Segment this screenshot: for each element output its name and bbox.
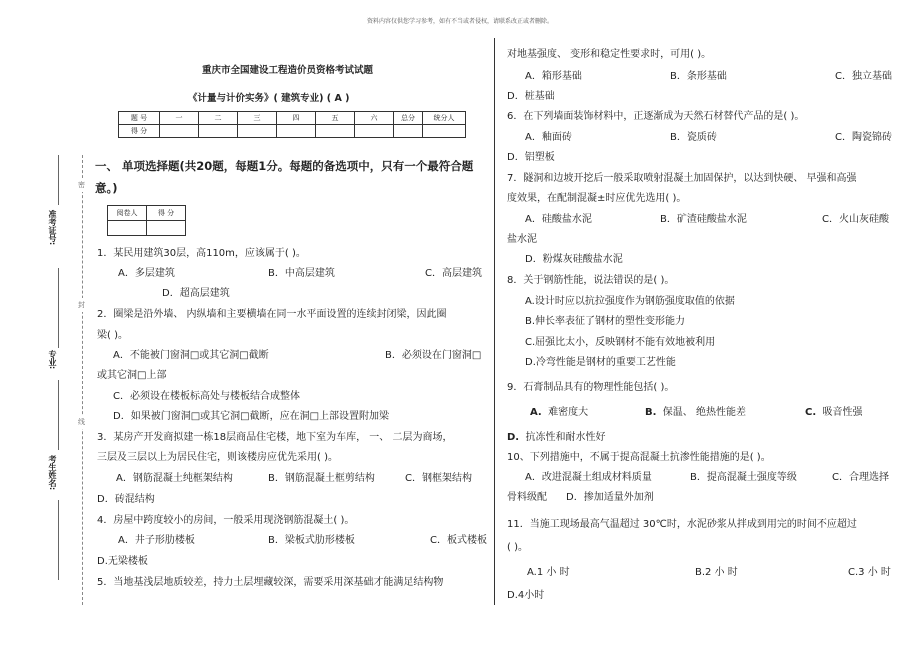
q8-option-b: B.伸长率表征了钢材的塑性变形能力	[525, 316, 686, 327]
q3-option-b: B．钢筋混凝土框剪结构	[268, 473, 375, 484]
q7-option-a: A．硅酸盐水泥	[525, 214, 592, 225]
q8-option-a: A.设计时应以抗拉强度作为钢筋强度取值的依据	[525, 296, 735, 307]
q2-option-b-cont: 或其它洞□上部	[97, 370, 167, 381]
q2-option-c: C．必须设在楼板标高处与楼板结合成整体	[113, 391, 300, 402]
question-6: 6．在下列墙面装饰材料中，正逐渐成为天然石材替代产品的是( )。	[507, 111, 805, 122]
q7-option-c: C．火山灰硅酸	[822, 214, 889, 225]
question-8: 8．关于钢筋性能，说法错误的是( )。	[507, 275, 675, 286]
q4-option-d: D.无梁楼板	[97, 556, 148, 567]
q8-option-d: D.冷弯性能是钢材的重要工艺性能	[525, 357, 676, 368]
q2-option-b: B．必须设在门窗洞□	[385, 350, 482, 361]
q11-option-c: C.3 小 时	[848, 567, 891, 578]
q7-option-b: B．矿渣硅酸盐水泥	[660, 214, 747, 225]
column-divider	[494, 38, 495, 605]
q5-option-b: B．条形基础	[670, 71, 727, 82]
q7-option-c-cont: 盐水泥	[507, 234, 537, 245]
q11-option-a: A.1 小 时	[527, 567, 570, 578]
question-7: 7．隧洞和边坡开挖后一般采取喷射混凝土加固保护，以达到快硬、 早强和高强	[507, 173, 857, 184]
section-heading: 一、 单项选择题(共20题，每题1分。每题的备选项中，只有一个最符合题	[95, 159, 474, 173]
seal-mark-2: 封	[78, 298, 85, 312]
question-10: 10、下列措施中，不属于提高混凝土抗渗性能措施的是( )。	[507, 452, 771, 463]
q9-option-b: B. 保温、 绝热性能差	[645, 407, 746, 418]
q3-option-d: D．砖混结构	[97, 494, 155, 505]
q9-option-a: A. 难密度大	[530, 407, 589, 418]
exam-id-label: 准考证号:	[48, 210, 57, 246]
question-5-cont: 对地基强度、 变形和稳定性要求时，可用( )。	[507, 49, 712, 60]
q1-option-b: B．中高层建筑	[268, 268, 335, 279]
section-heading-cont: 意。)	[95, 181, 118, 195]
q4-option-a: A．井子形肋楼板	[118, 535, 195, 546]
question-7-cont: 度效果，在配制混凝±时应优先选用( )。	[507, 193, 687, 204]
q1-option-c: C．高层建筑	[425, 268, 482, 279]
question-9: 9．石膏制品具有的物理性能包括( )。	[507, 382, 675, 393]
binding-line	[82, 155, 83, 605]
q10-option-d: D．掺加适量外加剂	[566, 492, 654, 503]
top-note: 资料内容仅供您学习参考，如有不当或者侵权，请联系改正或者删除。	[366, 18, 553, 25]
q4-option-b: B．梁板式肋形楼板	[268, 535, 355, 546]
question-11-cont: ( )。	[507, 542, 528, 553]
question-4: 4．房屋中跨度较小的房间，一般采用现浇钢筋混凝土( )。	[97, 515, 355, 526]
q4-option-c: C．板式楼板	[430, 535, 487, 546]
question-2-cont: 梁( )。	[97, 330, 128, 341]
q9-option-c: C. 吸音性强	[805, 407, 863, 418]
exam-subtitle: 《计量与计价实务》( 建筑专业) ( A )	[188, 93, 350, 104]
question-3-cont: 三层及三层以上为居民住宅，则该楼房应优先采用( )。	[97, 452, 338, 463]
name-label: 考生姓名:	[48, 455, 57, 491]
q1-option-a: A．多层建筑	[118, 268, 175, 279]
seal-mark-3: 线	[78, 415, 85, 429]
q6-option-d: D．铝塑板	[507, 152, 555, 163]
seal-mark-1: 密	[78, 178, 85, 192]
q6-option-a: A．釉面砖	[525, 132, 572, 143]
question-11: 11．当施工现场最高气温超过 30℃时，水泥砂浆从拌成到用完的时间不应超过	[507, 519, 857, 530]
question-2: 2．圈梁是沿外墙、 内纵墙和主要横墙在同一水平面设置的连续封闭梁，因此圈	[97, 309, 447, 320]
q5-option-a: A．箱形基础	[525, 71, 582, 82]
question-1: 1．某民用建筑30层，高110m，应该属于( )。	[97, 248, 306, 259]
q3-option-c: C．钢框架结构	[405, 473, 472, 484]
q6-option-c: C．陶瓷锦砖	[835, 132, 892, 143]
q10-option-a: A．改进混凝土组成材料质量	[525, 472, 652, 483]
q1-option-d: D．超高层建筑	[162, 288, 230, 299]
question-5: 5．当地基浅层地质较差，持力土层埋藏较深，需要采用深基础才能满足结构物	[97, 577, 444, 588]
q10-option-c-cont: 骨料级配	[507, 492, 547, 503]
q10-option-b: B．提高混凝土强度等级	[690, 472, 797, 483]
q2-option-d: D．如果被门窗洞□或其它洞□截断，应在洞□上部设置附加梁	[113, 411, 390, 422]
major-label: 专业:	[48, 350, 57, 370]
q11-option-b: B.2 小 时	[695, 567, 738, 578]
q3-option-a: A．钢筋混凝土纯框架结构	[116, 473, 233, 484]
score-table: 题 号 一 二 三 四 五 六 总分 统分人 得 分	[118, 111, 466, 138]
reviewer-table: 阅卷人 得 分	[107, 205, 186, 236]
q11-option-d: D.4小时	[507, 590, 545, 601]
q5-option-c: C．独立基础	[835, 71, 892, 82]
exam-title: 重庆市全国建设工程造价员资格考试试题	[202, 65, 374, 76]
question-3: 3．某房产开发商拟建一栋18层商品住宅楼，地下室为车库， 一、 二层为商场，	[97, 432, 453, 443]
q2-option-a: A．不能被门窗洞□或其它洞□截断	[113, 350, 269, 361]
q9-option-d: D. 抗冻性和耐水性好	[507, 432, 606, 443]
q7-option-d: D．粉煤灰硅酸盐水泥	[525, 254, 623, 265]
q8-option-c: C.屈强比太小，反映钢材不能有效地被利用	[525, 337, 716, 348]
q5-option-d: D．桩基础	[507, 91, 555, 102]
q10-option-c: C．合理选择	[832, 472, 889, 483]
q6-option-b: B．瓷质砖	[670, 132, 717, 143]
